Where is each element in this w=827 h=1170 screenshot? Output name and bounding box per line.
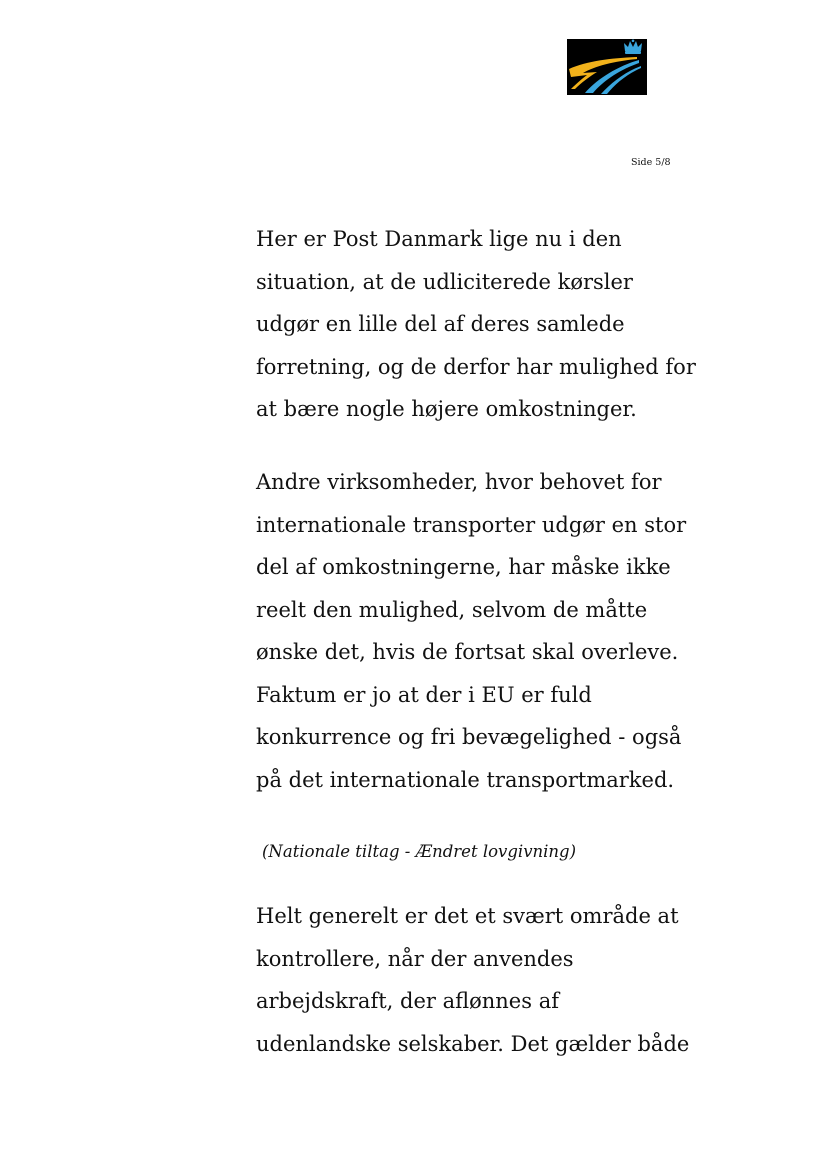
text-line: Helt generelt er det et svært område at [256,904,679,928]
text-line: del af omkostningerne, har måske ikke [256,555,671,579]
text-line: på det internationale transportmarked. [256,767,675,792]
text-line: reelt den mulighed, selvom de måtte [256,597,648,622]
text-line: at bære nogle højere omkostninger. [256,397,637,421]
text-line: kontrollere, når der anvendes [256,946,574,971]
paragraph-1 [256,218,726,431]
text-line: udgør en lille del af deres samlede [256,312,625,336]
text-line: Andre virksomheder, hvor behovet for [256,470,662,494]
text-line: udenlandske selskaber. Det gælder både [256,1031,690,1056]
logo-graphic [567,39,647,95]
text-line: forretning, og de derfor har mulighed for [256,354,696,379]
page-number: Side 5/8 [631,157,671,168]
text-line: internationale transporter udgør en stor [256,512,687,537]
text-line: Her er Post Danmark lige nu i den [256,227,622,251]
text-line: arbejdskraft, der aflønnes af [256,989,559,1013]
text-line: konkurrence og fri bevægelighed - også [256,725,682,749]
road-crown-logo-icon [567,39,647,95]
text-line: situation, at de udliciterede kørsler [256,269,633,294]
text-line: ønske det, hvis de fortsat skal overleve. [256,640,679,664]
text-line: Faktum er jo at der i EU er fuld [256,682,592,707]
paragraph-2 [256,461,726,801]
section-note: (Nationale tiltag - Ændret lovgivning) [262,842,577,861]
paragraph-3 [256,895,726,1065]
